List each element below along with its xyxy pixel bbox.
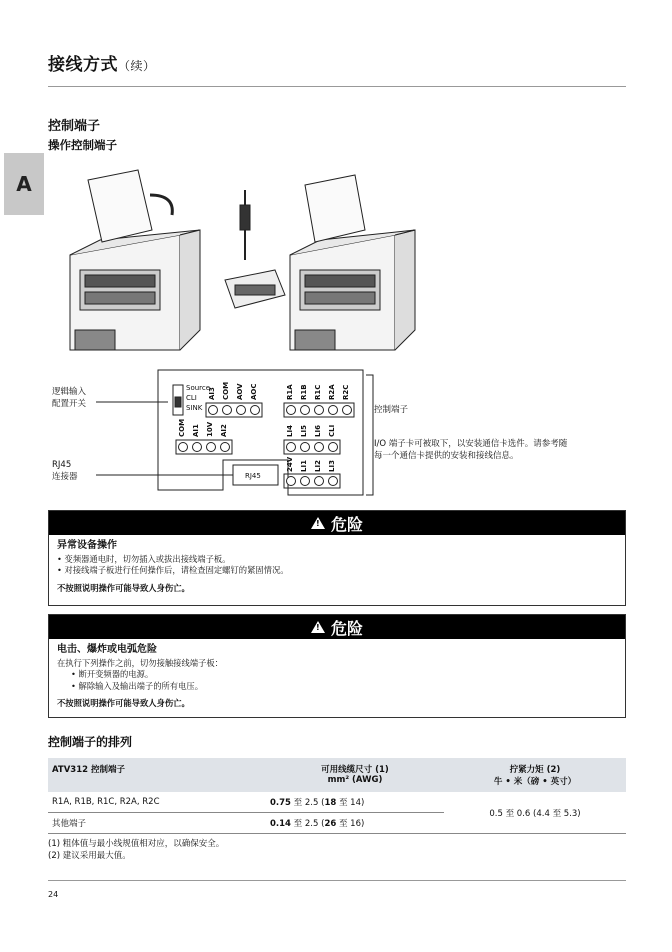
size-mid: 至 2.5 ( <box>290 798 325 808</box>
terminal-table <box>48 758 626 834</box>
danger-bar <box>49 615 625 639</box>
footnote-1: (1) 粗体值与最小线规值相对应，以确保安全。 <box>48 839 225 849</box>
terminal-label: COM <box>178 418 186 437</box>
rj45-box-label: RJ45 <box>245 472 261 480</box>
danger-title: 电击、爆炸或电弧危险 <box>57 644 157 655</box>
header-terminal: ATV312 控制端子 <box>48 758 266 792</box>
side-tab <box>4 153 44 215</box>
row-torque: 0.5 至 0.6 (4.4 至 5.3) <box>444 792 626 834</box>
table-header-row <box>48 758 626 792</box>
awg-min: 26 <box>324 819 337 829</box>
logic-input-line2: 配置开关 <box>52 399 87 409</box>
table-row <box>48 792 626 813</box>
header-torque-2: 牛 • 米（磅 • 英寸） <box>493 777 577 787</box>
logic-input-line1: 逻辑输入 <box>52 387 87 397</box>
terminal-label: R1C <box>314 384 322 400</box>
terminal-label: R2C <box>342 384 350 400</box>
warning-icon: ! <box>311 517 325 529</box>
row-size <box>266 813 444 834</box>
warning-icon: ! <box>311 621 325 633</box>
top-left-terminals <box>206 382 262 417</box>
danger-heading: 危险 <box>330 618 363 638</box>
terminal-label: LI1 <box>300 460 308 472</box>
io-note-line2: 每一个通信卡提供的安装和接线信息。 <box>374 451 519 461</box>
danger-item: • 解除输入及输出端子的所有电压。 <box>71 680 203 691</box>
terminal-label: LI2 <box>314 460 322 472</box>
table-section-title: 控制端子的排列 <box>48 735 133 749</box>
danger-item: • 变频器通电时，切勿插入或拔出接线端子板。 <box>57 553 231 564</box>
page-title <box>48 50 156 75</box>
logic-input-label <box>52 386 86 410</box>
danger-box-2 <box>48 614 626 718</box>
switch-label-cli: CLI <box>186 394 197 402</box>
terminal-label: AI1 <box>192 424 200 437</box>
header-divider <box>48 86 626 87</box>
size-mid: 至 2.5 ( <box>290 819 325 829</box>
danger-footer: 不按照说明操作可能导致人身伤亡。 <box>57 582 190 593</box>
terminal-label: R2A <box>328 384 336 400</box>
page-number: 24 <box>48 890 59 899</box>
header-cable-size-1: 可用线缆尺寸 (1) <box>321 765 389 775</box>
rj45-label <box>52 459 78 483</box>
danger-heading: 危险 <box>330 514 363 534</box>
rj45-line1: RJ45 <box>52 460 72 470</box>
terminal-label: LI5 <box>300 425 308 437</box>
title-main: 接线方式 <box>48 55 118 75</box>
footer-divider <box>48 880 626 881</box>
terminal-label: 10V <box>206 421 214 437</box>
section-title: 控制端子 <box>48 119 101 134</box>
footnotes <box>48 838 224 862</box>
row-size <box>266 792 444 813</box>
terminal-label: CLI <box>328 424 336 437</box>
danger-item: • 断开变频器的电源。 <box>71 669 154 679</box>
danger-footer: 不按照说明操作可能导致人身伤亡。 <box>57 698 190 708</box>
danger-item: • 对接线端子板进行任何操作后，请检查固定螺钉的紧固情况。 <box>57 565 289 575</box>
footnote-2: (2) 建议采用最大值。 <box>48 851 131 861</box>
terminal-label: 24V <box>286 456 294 472</box>
bottom-right-terminals-2 <box>284 456 340 488</box>
terminal-label: COM <box>222 381 230 400</box>
size-end: 至 14) <box>336 798 365 808</box>
row-terminal: R1A, R1B, R1C, R2A, R2C <box>48 792 266 813</box>
header-torque-1: 拧紧力矩 (2) <box>509 765 561 775</box>
terminal-label: LI3 <box>328 460 336 472</box>
row-terminal: 其他端子 <box>48 813 266 834</box>
awg-min: 18 <box>324 798 337 808</box>
bottom-right-terminals <box>284 425 340 454</box>
terminal-label: AI3 <box>208 387 216 400</box>
terminal-label: AOV <box>236 383 244 400</box>
terminal-diagram <box>48 365 626 500</box>
size-end: 至 16) <box>336 819 365 829</box>
io-note <box>374 438 567 462</box>
terminal-label: LI4 <box>286 425 294 437</box>
size-min: 0.14 <box>270 819 291 829</box>
terminal-label: R1B <box>300 384 308 400</box>
terminal-label: R1A <box>286 384 294 400</box>
section-subtitle: 操作控制端子 <box>48 138 117 152</box>
size-min: 0.75 <box>270 798 291 808</box>
bottom-left-terminals <box>176 419 232 454</box>
terminal-label: AI2 <box>220 424 228 437</box>
danger-box-1 <box>48 510 626 606</box>
terminal-label: LI6 <box>314 425 322 437</box>
side-tab-label: A <box>16 172 32 196</box>
device-illustration <box>60 160 420 360</box>
io-note-line1: I/O 端子卡可被取下，以安装通信卡选件。请参考随 <box>374 439 568 449</box>
control-terminals-label: 控制端子 <box>374 405 409 415</box>
danger-title: 异常设备操作 <box>57 540 117 551</box>
top-right-terminals <box>284 384 354 417</box>
switch-label-sink: SINK <box>186 404 203 412</box>
terminal-label: AOC <box>250 383 258 400</box>
switch-label-source: Source <box>186 384 211 392</box>
header-cable-size <box>266 758 444 792</box>
title-sub: （续） <box>118 59 156 73</box>
header-torque <box>444 758 626 792</box>
rj45-line2: 连接器 <box>52 472 78 482</box>
danger-intro: 在执行下列操作之前，切勿接触接线端子板： <box>57 657 223 668</box>
header-cable-size-2: mm² (AWG) <box>327 775 383 785</box>
danger-bar <box>49 511 625 535</box>
